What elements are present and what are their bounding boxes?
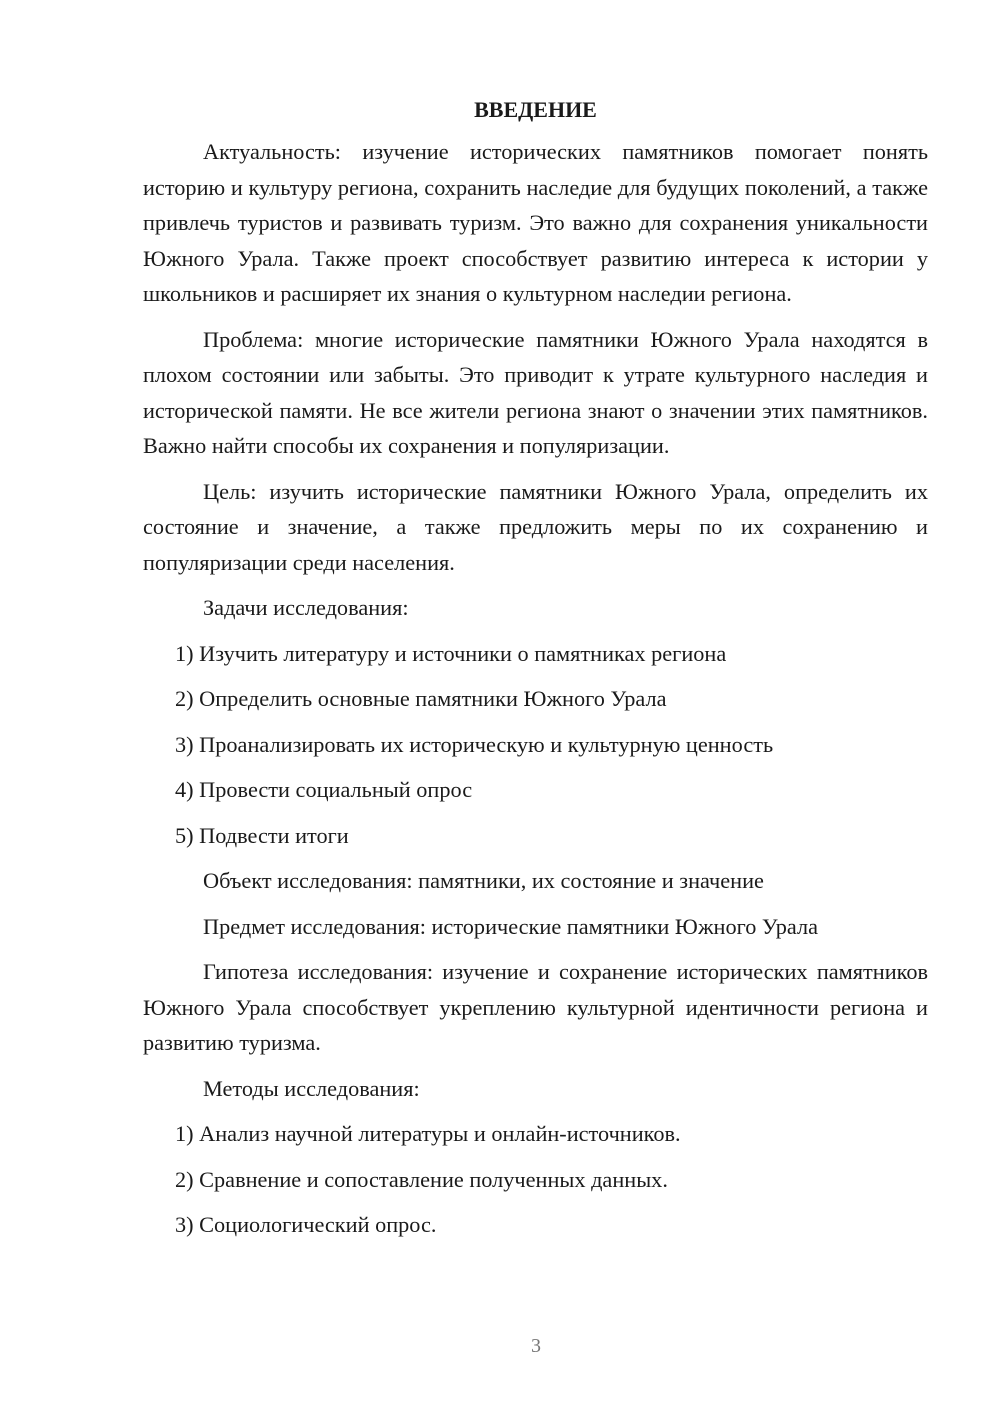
- task-item: 4) Провести социальный опрос: [175, 777, 473, 802]
- method-item: 1) Анализ научной литературы и онлайн-источников.: [175, 1121, 681, 1146]
- method-item: 3) Социологический опрос.: [175, 1212, 437, 1237]
- methods-label: Методы исследования:: [203, 1075, 420, 1101]
- page-title: ВВЕДЕНИЕ: [474, 97, 597, 122]
- task-item: 1) Изучить литературу и источники о памятниках региона: [175, 640, 727, 666]
- document-page: [143, 96, 928, 1253]
- task-item: 3) Проанализировать их историческую и культурную ценность: [175, 731, 774, 757]
- goal-paragraph: Цель: изучить исторические памятники Южного Урала, определить их состояние и значение, а также предложить меры по их сохранению и популяризации среди населения.: [143, 478, 928, 575]
- page-number: 3: [531, 1335, 541, 1357]
- methods-list: [143, 1116, 928, 1243]
- problem-paragraph: Проблема: многие исторические памятники Южного Урала находятся в плохом состоянии или забыты. Это приводит к утрате культурного наследия и исторической памяти. Не все жители региона знают о значении этих памятников. Важно найти способы их сохранения и популяризации.: [143, 326, 928, 458]
- task-item: 5) Подвести итоги: [175, 822, 349, 848]
- tasks-label: Задачи исследования:: [203, 595, 409, 620]
- research-subject: Предмет исследования: исторические памятники Южного Урала: [203, 913, 819, 939]
- research-object: Объект исследования: памятники, их состояние и значение: [203, 868, 764, 893]
- relevance-paragraph: Актуальность: изучение исторических памятников помогает понять историю и культуру региона, сохранить наследие для будущих поколений, а также привлечь туристов и развивать туризм. Это важно для сохранения уникальности Южного Урала. Также проект способствует развитию интереса к истории у школьников и расширяет их знания о культурном наследии региона.: [143, 139, 928, 306]
- tasks-list: [143, 636, 928, 854]
- task-item: 2) Определить основные памятники Южного Урала: [175, 686, 667, 711]
- hypothesis-paragraph: Гипотеза исследования: изучение и сохранение исторических памятников Южного Урала способствует укреплению культурной идентичности региона и развитию туризма.: [143, 959, 928, 1055]
- method-item: 2) Сравнение и сопоставление полученных данных.: [175, 1166, 668, 1192]
